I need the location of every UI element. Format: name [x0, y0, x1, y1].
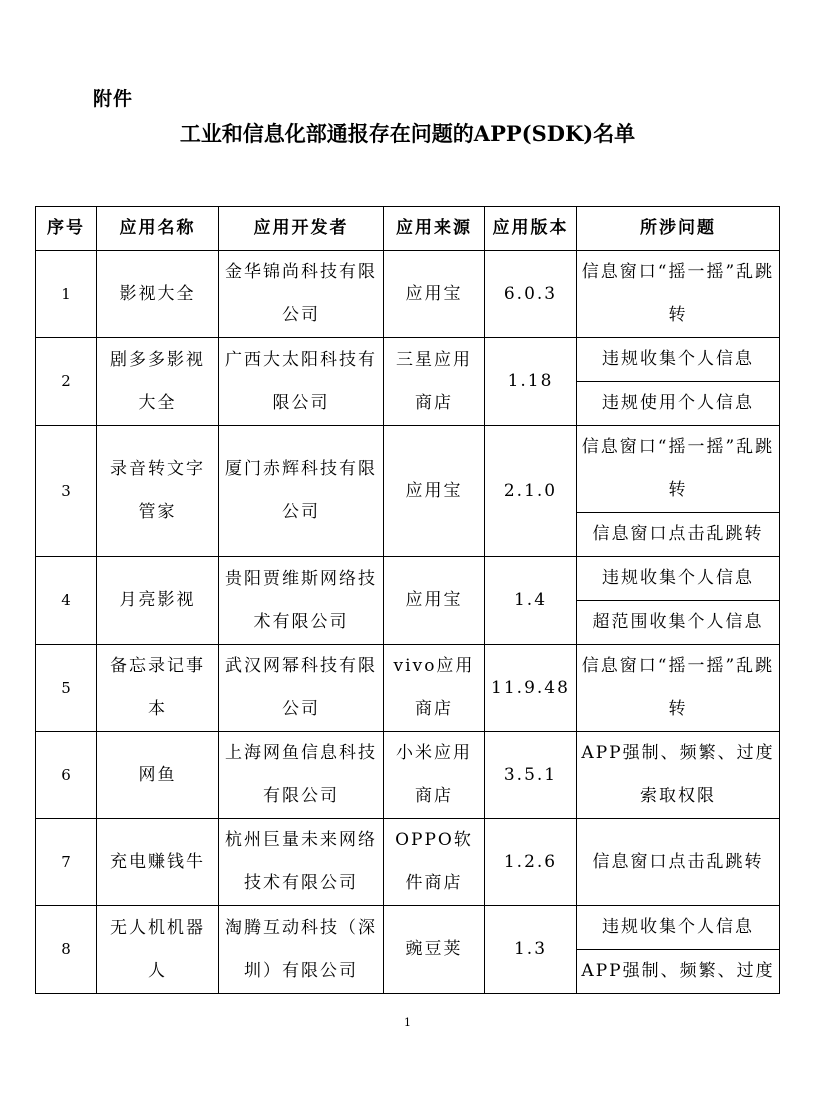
cell-developer: 杭州巨量未来网络技术有限公司 [219, 819, 384, 906]
cell-name: 录音转文字管家 [97, 426, 219, 557]
cell-issue: 信息窗口“摇一摇”乱跳转 [577, 426, 780, 513]
cell-name: 剧多多影视大全 [97, 338, 219, 426]
cell-developer: 武汉网幂科技有限公司 [219, 645, 384, 732]
header-name: 应用名称 [97, 207, 219, 251]
cell-source: 小米应用商店 [384, 732, 485, 819]
table-row [36, 426, 780, 513]
cell-no: 3 [36, 426, 97, 557]
table-row [36, 251, 780, 338]
document-title: 工业和信息化部通报存在问题的APP(SDK)名单 [179, 121, 636, 146]
cell-issue: 信息窗口“摇一摇”乱跳转 [577, 645, 780, 732]
cell-name: 网鱼 [97, 732, 219, 819]
cell-issue: 超范围收集个人信息 [577, 601, 780, 645]
table-row [36, 732, 780, 819]
cell-name: 备忘录记事本 [97, 645, 219, 732]
app-list-table [35, 206, 780, 994]
cell-name: 月亮影视 [97, 557, 219, 645]
cell-no: 5 [36, 645, 97, 732]
cell-name: 无人机机器人 [97, 906, 219, 994]
cell-source: 应用宝 [384, 557, 485, 645]
table-row [36, 645, 780, 732]
table-row [36, 338, 780, 382]
cell-no: 6 [36, 732, 97, 819]
cell-version: 2.1.0 [485, 426, 577, 557]
cell-name: 充电赚钱牛 [97, 819, 219, 906]
cell-version: 3.5.1 [485, 732, 577, 819]
cell-issue: 违规使用个人信息 [577, 382, 780, 426]
cell-issue: APP强制、频繁、过度 [577, 950, 780, 994]
cell-developer: 贵阳贾维斯网络技术有限公司 [219, 557, 384, 645]
cell-developer: 上海网鱼信息科技有限公司 [219, 732, 384, 819]
header-version: 应用版本 [485, 207, 577, 251]
cell-developer: 金华锦尚科技有限公司 [219, 251, 384, 338]
cell-no: 8 [36, 906, 97, 994]
table-header-row [36, 207, 780, 251]
table-row [36, 906, 780, 950]
cell-issue: 信息窗口“摇一摇”乱跳转 [577, 251, 780, 338]
table-row [36, 819, 780, 906]
header-source: 应用来源 [384, 207, 485, 251]
cell-source: 三星应用商店 [384, 338, 485, 426]
cell-issue: 信息窗口点击乱跳转 [577, 513, 780, 557]
cell-source: OPPO软件商店 [384, 819, 485, 906]
cell-issue: 违规收集个人信息 [577, 906, 780, 950]
cell-version: 1.2.6 [485, 819, 577, 906]
cell-source: 豌豆荚 [384, 906, 485, 994]
cell-no: 2 [36, 338, 97, 426]
cell-no: 1 [36, 251, 97, 338]
table-row [36, 557, 780, 601]
cell-issue: 违规收集个人信息 [577, 557, 780, 601]
cell-version: 1.3 [485, 906, 577, 994]
cell-developer: 淘腾互动科技（深圳）有限公司 [219, 906, 384, 994]
cell-developer: 厦门赤辉科技有限公司 [219, 426, 384, 557]
cell-version: 11.9.48 [485, 645, 577, 732]
header-issues: 所涉问题 [577, 207, 780, 251]
cell-developer: 广西大太阳科技有限公司 [219, 338, 384, 426]
cell-issue: 信息窗口点击乱跳转 [577, 819, 780, 906]
cell-source: 应用宝 [384, 426, 485, 557]
cell-version: 1.4 [485, 557, 577, 645]
cell-source: 应用宝 [384, 251, 485, 338]
header-no: 序号 [36, 207, 97, 251]
cell-issue: 违规收集个人信息 [577, 338, 780, 382]
cell-no: 7 [36, 819, 97, 906]
cell-issue: APP强制、频繁、过度索取权限 [577, 732, 780, 819]
page-number: 1 [404, 1016, 411, 1029]
cell-version: 6.0.3 [485, 251, 577, 338]
cell-name: 影视大全 [97, 251, 219, 338]
cell-source: vivo应用商店 [384, 645, 485, 732]
header-developer: 应用开发者 [219, 207, 384, 251]
attachment-label: 附件 [93, 88, 134, 110]
cell-no: 4 [36, 557, 97, 645]
cell-version: 1.18 [485, 338, 577, 426]
